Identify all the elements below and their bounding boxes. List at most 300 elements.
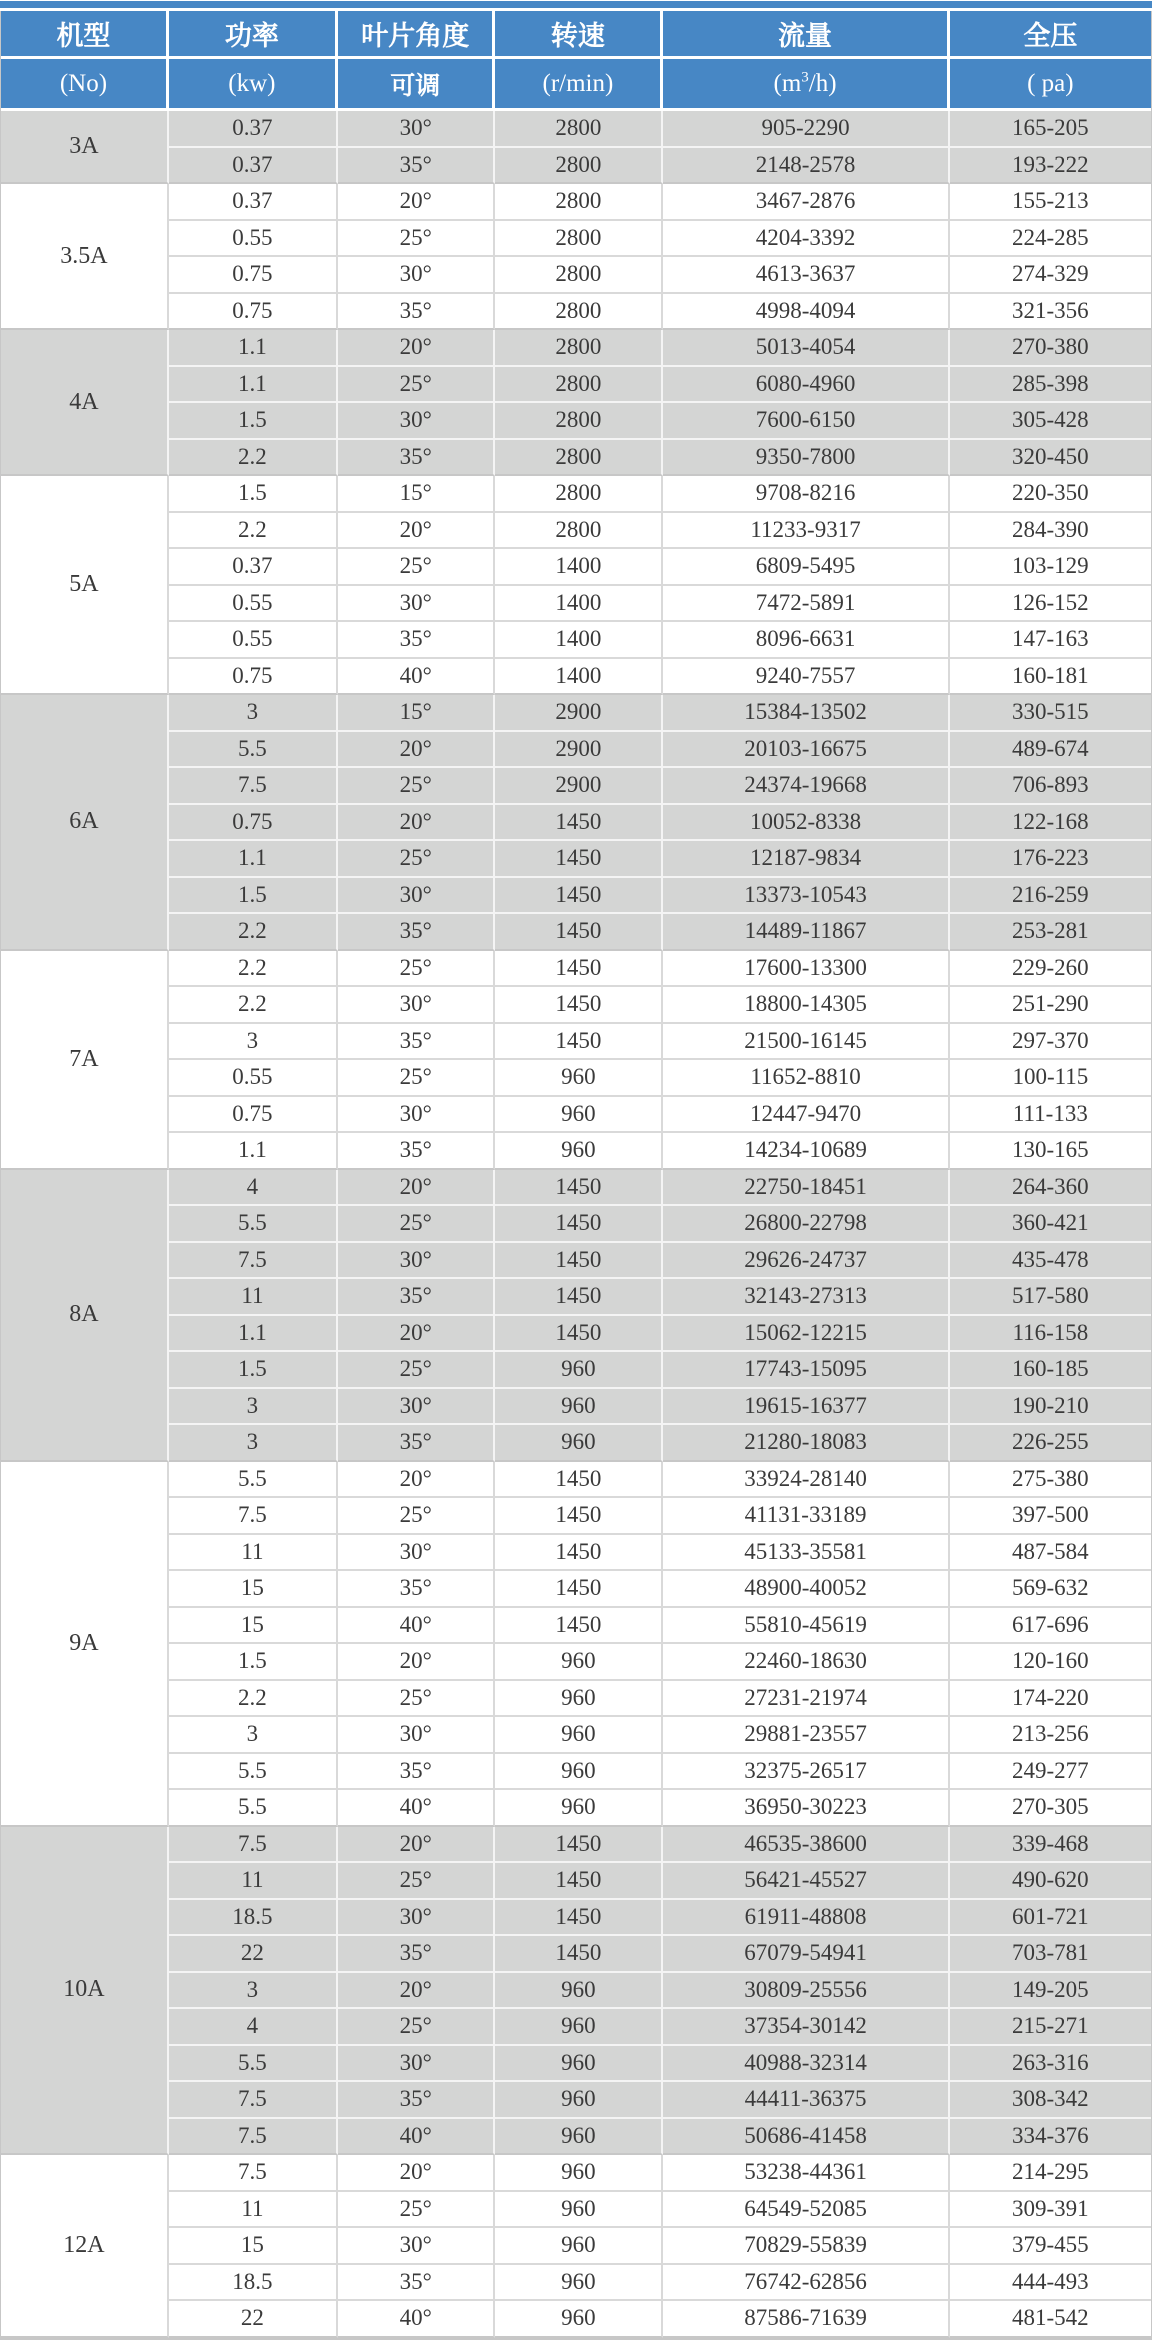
table-row bbox=[1, 1206, 1151, 1243]
flow-cell: 9708-8216 bbox=[663, 476, 949, 513]
speed-cell: 1450 bbox=[495, 805, 663, 842]
power-cell: 1.1 bbox=[169, 367, 338, 404]
pressure-cell: 489-674 bbox=[950, 732, 1151, 769]
power-cell: 5.5 bbox=[169, 2046, 338, 2083]
pressure-cell: 444-493 bbox=[950, 2265, 1151, 2302]
table-row bbox=[1, 1863, 1151, 1900]
power-cell: 1.1 bbox=[169, 1316, 338, 1353]
table-row bbox=[1, 2046, 1151, 2083]
speed-cell: 1450 bbox=[495, 1608, 663, 1645]
flow-cell: 22750-18451 bbox=[663, 1170, 949, 1207]
flow-cell: 36950-30223 bbox=[663, 1790, 949, 1827]
flow-cell: 45133-35581 bbox=[663, 1535, 949, 1572]
angle-cell: 25° bbox=[338, 2009, 496, 2046]
pressure-cell: 116-158 bbox=[950, 1316, 1151, 1353]
angle-cell: 30° bbox=[338, 878, 496, 915]
flow-cell: 67079-54941 bbox=[663, 1936, 949, 1973]
angle-cell: 25° bbox=[338, 841, 496, 878]
speed-cell: 2800 bbox=[495, 513, 663, 550]
pressure-cell: 490-620 bbox=[950, 1863, 1151, 1900]
flow-unit-superscript: 3 bbox=[801, 69, 809, 86]
pressure-cell: 617-696 bbox=[950, 1608, 1151, 1645]
table-row bbox=[1, 768, 1151, 805]
angle-cell: 25° bbox=[338, 1060, 496, 1097]
pressure-cell: 249-277 bbox=[950, 1754, 1151, 1791]
table-row bbox=[1, 1133, 1151, 1170]
pressure-cell: 481-542 bbox=[950, 2301, 1151, 2338]
col-header-flow: 流量 bbox=[663, 11, 949, 59]
table-header bbox=[1, 11, 1151, 111]
pressure-cell: 274-329 bbox=[950, 257, 1151, 294]
power-cell: 15 bbox=[169, 1608, 338, 1645]
flow-cell: 4998-4094 bbox=[663, 294, 949, 331]
angle-cell: 35° bbox=[338, 1024, 496, 1061]
speed-cell: 2800 bbox=[495, 221, 663, 258]
speed-cell: 960 bbox=[495, 1790, 663, 1827]
flow-cell: 3467-2876 bbox=[663, 184, 949, 221]
table-row bbox=[1, 184, 1151, 221]
pressure-cell: 149-205 bbox=[950, 1973, 1151, 2010]
fan-spec-table bbox=[0, 11, 1152, 2340]
table-row bbox=[1, 2009, 1151, 2046]
table-row bbox=[1, 221, 1151, 258]
speed-cell: 960 bbox=[495, 2082, 663, 2119]
table-row bbox=[1, 1170, 1151, 1207]
table-row bbox=[1, 2228, 1151, 2265]
flow-cell: 9240-7557 bbox=[663, 659, 949, 696]
unit-angle-adjustable: 可调 bbox=[338, 59, 496, 111]
pressure-cell: 226-255 bbox=[950, 1425, 1151, 1462]
flow-cell: 30809-25556 bbox=[663, 1973, 949, 2010]
angle-cell: 35° bbox=[338, 1936, 496, 1973]
table-row bbox=[1, 1571, 1151, 1608]
flow-cell: 46535-38600 bbox=[663, 1827, 949, 1864]
power-cell: 0.55 bbox=[169, 622, 338, 659]
angle-cell: 30° bbox=[338, 257, 496, 294]
angle-cell: 30° bbox=[338, 1717, 496, 1754]
angle-cell: 15° bbox=[338, 695, 496, 732]
pressure-cell: 174-220 bbox=[950, 1681, 1151, 1718]
col-header-model: 机型 bbox=[1, 11, 169, 59]
power-cell: 1.1 bbox=[169, 841, 338, 878]
pressure-cell: 270-380 bbox=[950, 330, 1151, 367]
angle-cell: 25° bbox=[338, 951, 496, 988]
flow-cell: 12447-9470 bbox=[663, 1097, 949, 1134]
flow-cell: 8096-6631 bbox=[663, 622, 949, 659]
power-cell: 7.5 bbox=[169, 2155, 338, 2192]
flow-cell: 64549-52085 bbox=[663, 2192, 949, 2229]
speed-cell: 1450 bbox=[495, 951, 663, 988]
pressure-cell: 224-285 bbox=[950, 221, 1151, 258]
table-row bbox=[1, 732, 1151, 769]
table-row bbox=[1, 1024, 1151, 1061]
pressure-cell: 334-376 bbox=[950, 2119, 1151, 2156]
table-row bbox=[1, 148, 1151, 185]
pressure-cell: 263-316 bbox=[950, 2046, 1151, 2083]
speed-cell: 2900 bbox=[495, 695, 663, 732]
angle-cell: 25° bbox=[338, 1498, 496, 1535]
power-cell: 7.5 bbox=[169, 2082, 338, 2119]
pressure-cell: 339-468 bbox=[950, 1827, 1151, 1864]
power-cell: 1.5 bbox=[169, 476, 338, 513]
table-row bbox=[1, 2082, 1151, 2119]
table-row bbox=[1, 294, 1151, 331]
table-row bbox=[1, 111, 1151, 148]
pressure-cell: 284-390 bbox=[950, 513, 1151, 550]
speed-cell: 1400 bbox=[495, 622, 663, 659]
pressure-cell: 155-213 bbox=[950, 184, 1151, 221]
table-row bbox=[1, 1389, 1151, 1426]
speed-cell: 960 bbox=[495, 1133, 663, 1170]
pressure-cell: 297-370 bbox=[950, 1024, 1151, 1061]
power-cell: 18.5 bbox=[169, 1900, 338, 1937]
pressure-cell: 220-350 bbox=[950, 476, 1151, 513]
flow-cell: 4204-3392 bbox=[663, 221, 949, 258]
table-row bbox=[1, 1279, 1151, 1316]
speed-cell: 960 bbox=[495, 1681, 663, 1718]
power-cell: 3 bbox=[169, 695, 338, 732]
table-row bbox=[1, 659, 1151, 696]
table-body bbox=[1, 111, 1151, 2338]
speed-cell: 1450 bbox=[495, 1206, 663, 1243]
speed-cell: 2900 bbox=[495, 732, 663, 769]
power-cell: 2.2 bbox=[169, 513, 338, 550]
angle-cell: 35° bbox=[338, 622, 496, 659]
speed-cell: 1450 bbox=[495, 1462, 663, 1499]
unit-flow-m3h bbox=[663, 59, 949, 111]
angle-cell: 20° bbox=[338, 732, 496, 769]
speed-cell: 960 bbox=[495, 2228, 663, 2265]
angle-cell: 30° bbox=[338, 403, 496, 440]
flow-cell: 32375-26517 bbox=[663, 1754, 949, 1791]
flow-cell: 22460-18630 bbox=[663, 1644, 949, 1681]
model-cell: 5A bbox=[1, 476, 169, 695]
power-cell: 0.37 bbox=[169, 549, 338, 586]
speed-cell: 2800 bbox=[495, 476, 663, 513]
angle-cell: 30° bbox=[338, 111, 496, 148]
power-cell: 5.5 bbox=[169, 1790, 338, 1827]
pressure-cell: 120-160 bbox=[950, 1644, 1151, 1681]
angle-cell: 35° bbox=[338, 294, 496, 331]
pressure-cell: 305-428 bbox=[950, 403, 1151, 440]
speed-cell: 1450 bbox=[495, 914, 663, 951]
power-cell: 3 bbox=[169, 1973, 338, 2010]
pressure-cell: 176-223 bbox=[950, 841, 1151, 878]
table-row bbox=[1, 951, 1151, 988]
col-header-speed: 转速 bbox=[495, 11, 663, 59]
model-cell: 6A bbox=[1, 695, 169, 951]
angle-cell: 25° bbox=[338, 1681, 496, 1718]
header-row-units bbox=[1, 59, 1151, 111]
power-cell: 18.5 bbox=[169, 2265, 338, 2302]
flow-cell: 21500-16145 bbox=[663, 1024, 949, 1061]
flow-cell: 50686-41458 bbox=[663, 2119, 949, 2156]
speed-cell: 960 bbox=[495, 2155, 663, 2192]
power-cell: 1.1 bbox=[169, 330, 338, 367]
power-cell: 1.1 bbox=[169, 1133, 338, 1170]
angle-cell: 30° bbox=[338, 2046, 496, 2083]
flow-cell: 14489-11867 bbox=[663, 914, 949, 951]
speed-cell: 960 bbox=[495, 1717, 663, 1754]
speed-cell: 1450 bbox=[495, 1170, 663, 1207]
table-row bbox=[1, 257, 1151, 294]
flow-unit-suffix: /h) bbox=[808, 69, 837, 97]
angle-cell: 40° bbox=[338, 1608, 496, 1645]
power-cell: 2.2 bbox=[169, 914, 338, 951]
col-header-pressure: 全压 bbox=[950, 11, 1151, 59]
power-cell: 5.5 bbox=[169, 1206, 338, 1243]
flow-cell: 6809-5495 bbox=[663, 549, 949, 586]
flow-cell: 11652-8810 bbox=[663, 1060, 949, 1097]
pressure-cell: 397-500 bbox=[950, 1498, 1151, 1535]
table-row bbox=[1, 841, 1151, 878]
pressure-cell: 216-259 bbox=[950, 878, 1151, 915]
table-row bbox=[1, 1827, 1151, 1864]
angle-cell: 25° bbox=[338, 1863, 496, 1900]
power-cell: 7.5 bbox=[169, 1243, 338, 1280]
angle-cell: 20° bbox=[338, 1973, 496, 2010]
power-cell: 7.5 bbox=[169, 1827, 338, 1864]
pressure-cell: 270-305 bbox=[950, 1790, 1151, 1827]
table-row bbox=[1, 695, 1151, 732]
table-row bbox=[1, 805, 1151, 842]
flow-cell: 33924-28140 bbox=[663, 1462, 949, 1499]
flow-cell: 14234-10689 bbox=[663, 1133, 949, 1170]
flow-cell: 40988-32314 bbox=[663, 2046, 949, 2083]
model-cell: 3.5A bbox=[1, 184, 169, 330]
power-cell: 3 bbox=[169, 1717, 338, 1754]
model-cell: 7A bbox=[1, 951, 169, 1170]
col-header-blade-angle: 叶片角度 bbox=[338, 11, 496, 59]
power-cell: 7.5 bbox=[169, 2119, 338, 2156]
angle-cell: 35° bbox=[338, 440, 496, 477]
pressure-cell: 703-781 bbox=[950, 1936, 1151, 1973]
flow-cell: 5013-4054 bbox=[663, 330, 949, 367]
pressure-cell: 165-205 bbox=[950, 111, 1151, 148]
pressure-cell: 229-260 bbox=[950, 951, 1151, 988]
power-cell: 15 bbox=[169, 1571, 338, 1608]
flow-cell: 44411-36375 bbox=[663, 2082, 949, 2119]
angle-cell: 20° bbox=[338, 1644, 496, 1681]
power-cell: 2.2 bbox=[169, 440, 338, 477]
speed-cell: 1400 bbox=[495, 659, 663, 696]
speed-cell: 2800 bbox=[495, 294, 663, 331]
power-cell: 7.5 bbox=[169, 768, 338, 805]
pressure-cell: 214-295 bbox=[950, 2155, 1151, 2192]
pressure-cell: 360-421 bbox=[950, 1206, 1151, 1243]
pressure-cell: 213-256 bbox=[950, 1717, 1151, 1754]
flow-cell: 87586-71639 bbox=[663, 2301, 949, 2338]
speed-cell: 1400 bbox=[495, 586, 663, 623]
flow-cell: 7600-6150 bbox=[663, 403, 949, 440]
table-row bbox=[1, 1936, 1151, 1973]
pressure-cell: 275-380 bbox=[950, 1462, 1151, 1499]
flow-cell: 18800-14305 bbox=[663, 987, 949, 1024]
speed-cell: 1450 bbox=[495, 1827, 663, 1864]
angle-cell: 25° bbox=[338, 221, 496, 258]
table-row bbox=[1, 1644, 1151, 1681]
angle-cell: 40° bbox=[338, 2301, 496, 2338]
table-row bbox=[1, 1717, 1151, 1754]
top-accent-bar bbox=[0, 1, 1152, 8]
power-cell: 2.2 bbox=[169, 987, 338, 1024]
angle-cell: 35° bbox=[338, 914, 496, 951]
angle-cell: 30° bbox=[338, 1097, 496, 1134]
table-row bbox=[1, 1352, 1151, 1389]
speed-cell: 960 bbox=[495, 1973, 663, 2010]
angle-cell: 35° bbox=[338, 1279, 496, 1316]
angle-cell: 20° bbox=[338, 1170, 496, 1207]
power-cell: 0.75 bbox=[169, 805, 338, 842]
table-row bbox=[1, 1973, 1151, 2010]
speed-cell: 960 bbox=[495, 1060, 663, 1097]
angle-cell: 30° bbox=[338, 987, 496, 1024]
angle-cell: 20° bbox=[338, 1316, 496, 1353]
flow-cell: 11233-9317 bbox=[663, 513, 949, 550]
table-row bbox=[1, 1060, 1151, 1097]
unit-model-no: (No) bbox=[1, 59, 169, 111]
model-cell: 3A bbox=[1, 111, 169, 184]
power-cell: 7.5 bbox=[169, 1498, 338, 1535]
angle-cell: 35° bbox=[338, 1754, 496, 1791]
unit-speed-rmin: (r/min) bbox=[495, 59, 663, 111]
speed-cell: 1450 bbox=[495, 1863, 663, 1900]
flow-cell: 27231-21974 bbox=[663, 1681, 949, 1718]
angle-cell: 15° bbox=[338, 476, 496, 513]
power-cell: 0.55 bbox=[169, 1060, 338, 1097]
speed-cell: 960 bbox=[495, 1389, 663, 1426]
speed-cell: 2800 bbox=[495, 367, 663, 404]
power-cell: 15 bbox=[169, 2228, 338, 2265]
pressure-cell: 126-152 bbox=[950, 586, 1151, 623]
pressure-cell: 285-398 bbox=[950, 367, 1151, 404]
flow-cell: 10052-8338 bbox=[663, 805, 949, 842]
speed-cell: 1450 bbox=[495, 1571, 663, 1608]
speed-cell: 960 bbox=[495, 1352, 663, 1389]
table-row bbox=[1, 1608, 1151, 1645]
table-row bbox=[1, 1316, 1151, 1353]
speed-cell: 1450 bbox=[495, 1900, 663, 1937]
flow-cell: 55810-45619 bbox=[663, 1608, 949, 1645]
power-cell: 5.5 bbox=[169, 1462, 338, 1499]
speed-cell: 1450 bbox=[495, 1498, 663, 1535]
table-row bbox=[1, 622, 1151, 659]
flow-cell: 17743-15095 bbox=[663, 1352, 949, 1389]
angle-cell: 25° bbox=[338, 367, 496, 404]
pressure-cell: 308-342 bbox=[950, 2082, 1151, 2119]
angle-cell: 40° bbox=[338, 2119, 496, 2156]
flow-cell: 56421-45527 bbox=[663, 1863, 949, 1900]
pressure-cell: 111-133 bbox=[950, 1097, 1151, 1134]
angle-cell: 20° bbox=[338, 805, 496, 842]
table-row bbox=[1, 513, 1151, 550]
power-cell: 5.5 bbox=[169, 732, 338, 769]
flow-cell: 12187-9834 bbox=[663, 841, 949, 878]
speed-cell: 2800 bbox=[495, 111, 663, 148]
flow-cell: 15384-13502 bbox=[663, 695, 949, 732]
pressure-cell: 435-478 bbox=[950, 1243, 1151, 1280]
angle-cell: 35° bbox=[338, 1571, 496, 1608]
table-row bbox=[1, 2192, 1151, 2229]
pressure-cell: 706-893 bbox=[950, 768, 1151, 805]
table-row bbox=[1, 1535, 1151, 1572]
table-row bbox=[1, 2155, 1151, 2192]
angle-cell: 30° bbox=[338, 1535, 496, 1572]
angle-cell: 30° bbox=[338, 586, 496, 623]
angle-cell: 20° bbox=[338, 513, 496, 550]
flow-cell: 76742-62856 bbox=[663, 2265, 949, 2302]
table-row bbox=[1, 878, 1151, 915]
table-row bbox=[1, 476, 1151, 513]
power-cell: 0.75 bbox=[169, 294, 338, 331]
flow-cell: 905-2290 bbox=[663, 111, 949, 148]
angle-cell: 30° bbox=[338, 2228, 496, 2265]
speed-cell: 1450 bbox=[495, 878, 663, 915]
flow-cell: 41131-33189 bbox=[663, 1498, 949, 1535]
model-cell: 10A bbox=[1, 1827, 169, 2156]
unit-power-kw: (kw) bbox=[169, 59, 338, 111]
flow-cell: 61911-48808 bbox=[663, 1900, 949, 1937]
angle-cell: 20° bbox=[338, 1827, 496, 1864]
flow-cell: 37354-30142 bbox=[663, 2009, 949, 2046]
table-row bbox=[1, 440, 1151, 477]
flow-cell: 7472-5891 bbox=[663, 586, 949, 623]
speed-cell: 960 bbox=[495, 1754, 663, 1791]
angle-cell: 35° bbox=[338, 2265, 496, 2302]
flow-cell: 4613-3637 bbox=[663, 257, 949, 294]
power-cell: 0.37 bbox=[169, 111, 338, 148]
speed-cell: 960 bbox=[495, 2009, 663, 2046]
pressure-cell: 251-290 bbox=[950, 987, 1151, 1024]
pressure-cell: 569-632 bbox=[950, 1571, 1151, 1608]
flow-cell: 48900-40052 bbox=[663, 1571, 949, 1608]
model-cell: 9A bbox=[1, 1462, 169, 1827]
table-row bbox=[1, 1243, 1151, 1280]
header-row-titles bbox=[1, 11, 1151, 59]
pressure-cell: 379-455 bbox=[950, 2228, 1151, 2265]
flow-cell: 24374-19668 bbox=[663, 768, 949, 805]
angle-cell: 35° bbox=[338, 148, 496, 185]
pressure-cell: 193-222 bbox=[950, 148, 1151, 185]
angle-cell: 35° bbox=[338, 1133, 496, 1170]
table-row bbox=[1, 403, 1151, 440]
pressure-cell: 309-391 bbox=[950, 2192, 1151, 2229]
unit-pressure-pa: ( pa) bbox=[950, 59, 1151, 111]
table-row bbox=[1, 914, 1151, 951]
power-cell: 1.5 bbox=[169, 878, 338, 915]
angle-cell: 25° bbox=[338, 2192, 496, 2229]
table-row bbox=[1, 330, 1151, 367]
table-row bbox=[1, 1425, 1151, 1462]
power-cell: 0.37 bbox=[169, 184, 338, 221]
speed-cell: 2800 bbox=[495, 440, 663, 477]
speed-cell: 960 bbox=[495, 1644, 663, 1681]
speed-cell: 1450 bbox=[495, 1279, 663, 1316]
speed-cell: 960 bbox=[495, 2119, 663, 2156]
flow-cell: 9350-7800 bbox=[663, 440, 949, 477]
angle-cell: 25° bbox=[338, 549, 496, 586]
table-row bbox=[1, 1462, 1151, 1499]
pressure-cell: 130-165 bbox=[950, 1133, 1151, 1170]
power-cell: 4 bbox=[169, 1170, 338, 1207]
speed-cell: 1450 bbox=[495, 1936, 663, 1973]
table-row bbox=[1, 2301, 1151, 2338]
speed-cell: 2800 bbox=[495, 257, 663, 294]
pressure-cell: 215-271 bbox=[950, 2009, 1151, 2046]
pressure-cell: 487-584 bbox=[950, 1535, 1151, 1572]
power-cell: 3 bbox=[169, 1425, 338, 1462]
table-row bbox=[1, 549, 1151, 586]
